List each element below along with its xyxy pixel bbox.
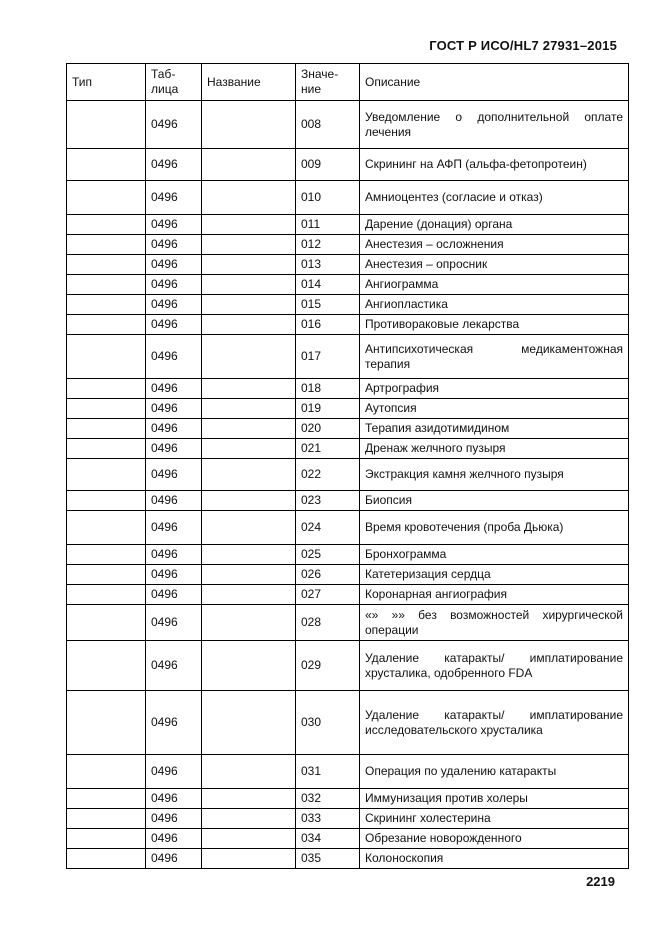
cell-description: Терапия азидотимидином bbox=[360, 419, 629, 439]
cell-value: 010 bbox=[296, 181, 360, 215]
cell-value: 018 bbox=[296, 379, 360, 399]
cell-type bbox=[67, 215, 146, 235]
table-row bbox=[67, 439, 629, 459]
cell-name bbox=[202, 829, 296, 849]
cell-type bbox=[67, 275, 146, 295]
cell-type bbox=[67, 605, 146, 641]
cell-table: 0496 bbox=[146, 545, 202, 565]
cell-value: 021 bbox=[296, 439, 360, 459]
cell-table: 0496 bbox=[146, 691, 202, 755]
table-row bbox=[67, 545, 629, 565]
cell-description: Антипсихотическая медикаментожная терапия bbox=[360, 335, 629, 379]
cell-table: 0496 bbox=[146, 215, 202, 235]
cell-type bbox=[67, 641, 146, 691]
page-number: 2219 bbox=[586, 874, 615, 889]
cell-description: Анестезия – опросник bbox=[360, 255, 629, 275]
cell-table: 0496 bbox=[146, 849, 202, 869]
cell-name bbox=[202, 149, 296, 181]
table-row bbox=[67, 235, 629, 255]
column-header-description: Описание bbox=[360, 64, 629, 101]
cell-type bbox=[67, 295, 146, 315]
cell-value: 011 bbox=[296, 215, 360, 235]
cell-type bbox=[67, 809, 146, 829]
cell-table: 0496 bbox=[146, 295, 202, 315]
cell-value: 029 bbox=[296, 641, 360, 691]
cell-name bbox=[202, 545, 296, 565]
cell-type bbox=[67, 545, 146, 565]
table-row bbox=[67, 335, 629, 379]
cell-name bbox=[202, 641, 296, 691]
cell-value: 035 bbox=[296, 849, 360, 869]
cell-table: 0496 bbox=[146, 101, 202, 149]
table-row bbox=[67, 849, 629, 869]
cell-description: Колоноскопия bbox=[360, 849, 629, 869]
cell-type bbox=[67, 335, 146, 379]
cell-value: 012 bbox=[296, 235, 360, 255]
cell-type bbox=[67, 789, 146, 809]
table-row bbox=[67, 315, 629, 335]
table-row bbox=[67, 829, 629, 849]
table-row bbox=[67, 809, 629, 829]
cell-value: 034 bbox=[296, 829, 360, 849]
cell-description: Анестезия – осложнения bbox=[360, 235, 629, 255]
cell-table: 0496 bbox=[146, 379, 202, 399]
table-row bbox=[67, 149, 629, 181]
cell-description: Катетеризация сердца bbox=[360, 565, 629, 585]
cell-value: 014 bbox=[296, 275, 360, 295]
cell-name bbox=[202, 491, 296, 511]
cell-description: Артрография bbox=[360, 379, 629, 399]
table-row bbox=[67, 691, 629, 755]
table-row bbox=[67, 419, 629, 439]
cell-name bbox=[202, 585, 296, 605]
cell-type bbox=[67, 459, 146, 491]
cell-description: Операция по удалению катаракты bbox=[360, 755, 629, 789]
cell-description: Скрининг на АФП (альфа-фетопротеин) bbox=[360, 149, 629, 181]
cell-name bbox=[202, 691, 296, 755]
cell-type bbox=[67, 255, 146, 275]
cell-description: Иммунизация против холеры bbox=[360, 789, 629, 809]
cell-name bbox=[202, 809, 296, 829]
cell-type bbox=[67, 315, 146, 335]
cell-description: Коронарная ангиография bbox=[360, 585, 629, 605]
cell-table: 0496 bbox=[146, 275, 202, 295]
document-header: ГОСТ Р ИСО/HL7 27931–2015 bbox=[429, 38, 617, 53]
cell-type bbox=[67, 829, 146, 849]
cell-description: Ангиограмма bbox=[360, 275, 629, 295]
table-row bbox=[67, 101, 629, 149]
cell-value: 017 bbox=[296, 335, 360, 379]
table-row bbox=[67, 585, 629, 605]
cell-value: 009 bbox=[296, 149, 360, 181]
cell-table: 0496 bbox=[146, 755, 202, 789]
cell-type bbox=[67, 565, 146, 585]
column-header-name: Название bbox=[202, 64, 296, 101]
table-row bbox=[67, 215, 629, 235]
table-header-row bbox=[67, 64, 629, 101]
table-row bbox=[67, 755, 629, 789]
cell-type bbox=[67, 235, 146, 255]
cell-table: 0496 bbox=[146, 605, 202, 641]
cell-description: Время кровотечения (проба Дьюка) bbox=[360, 511, 629, 545]
cell-value: 013 bbox=[296, 255, 360, 275]
cell-table: 0496 bbox=[146, 511, 202, 545]
table-row bbox=[67, 511, 629, 545]
cell-table: 0496 bbox=[146, 565, 202, 585]
cell-table: 0496 bbox=[146, 789, 202, 809]
table-row bbox=[67, 255, 629, 275]
cell-name bbox=[202, 255, 296, 275]
cell-name bbox=[202, 295, 296, 315]
table-row bbox=[67, 605, 629, 641]
table-row bbox=[67, 295, 629, 315]
cell-name bbox=[202, 399, 296, 419]
cell-name bbox=[202, 605, 296, 641]
cell-name bbox=[202, 379, 296, 399]
cell-value: 015 bbox=[296, 295, 360, 315]
cell-type bbox=[67, 181, 146, 215]
table-row bbox=[67, 641, 629, 691]
cell-type bbox=[67, 585, 146, 605]
cell-value: 028 bbox=[296, 605, 360, 641]
cell-value: 008 bbox=[296, 101, 360, 149]
cell-description: Амниоцентез (согласие и отказ) bbox=[360, 181, 629, 215]
cell-table: 0496 bbox=[146, 459, 202, 491]
cell-description: Дренаж желчного пузыря bbox=[360, 439, 629, 459]
cell-description: Уведомление о дополнительной оплате лечения bbox=[360, 101, 629, 149]
table-row bbox=[67, 565, 629, 585]
cell-table: 0496 bbox=[146, 439, 202, 459]
cell-name bbox=[202, 565, 296, 585]
cell-name bbox=[202, 511, 296, 545]
cell-name bbox=[202, 849, 296, 869]
cell-name bbox=[202, 419, 296, 439]
table-row bbox=[67, 459, 629, 491]
cell-type bbox=[67, 379, 146, 399]
cell-value: 031 bbox=[296, 755, 360, 789]
cell-name bbox=[202, 215, 296, 235]
cell-type bbox=[67, 101, 146, 149]
cell-type bbox=[67, 149, 146, 181]
cell-table: 0496 bbox=[146, 641, 202, 691]
cell-name bbox=[202, 101, 296, 149]
cell-type bbox=[67, 419, 146, 439]
table-row bbox=[67, 181, 629, 215]
cell-description: Биопсия bbox=[360, 491, 629, 511]
cell-name bbox=[202, 459, 296, 491]
cell-value: 019 bbox=[296, 399, 360, 419]
cell-value: 025 bbox=[296, 545, 360, 565]
cell-value: 022 bbox=[296, 459, 360, 491]
cell-table: 0496 bbox=[146, 315, 202, 335]
cell-description: Удаление катаракты/ имплатирование исследовательского хрусталика bbox=[360, 691, 629, 755]
cell-table: 0496 bbox=[146, 491, 202, 511]
cell-description: Обрезание новорожденного bbox=[360, 829, 629, 849]
cell-type bbox=[67, 691, 146, 755]
cell-type bbox=[67, 439, 146, 459]
cell-value: 023 bbox=[296, 491, 360, 511]
cell-description: Экстракция камня желчного пузыря bbox=[360, 459, 629, 491]
cell-value: 030 bbox=[296, 691, 360, 755]
cell-value: 033 bbox=[296, 809, 360, 829]
column-header-table: Таб- лица bbox=[146, 64, 202, 101]
cell-description: Ангиопластика bbox=[360, 295, 629, 315]
codes-table bbox=[66, 63, 629, 869]
cell-name bbox=[202, 789, 296, 809]
cell-name bbox=[202, 439, 296, 459]
cell-description: Противораковые лекарства bbox=[360, 315, 629, 335]
cell-table: 0496 bbox=[146, 809, 202, 829]
table-row bbox=[67, 379, 629, 399]
cell-value: 020 bbox=[296, 419, 360, 439]
cell-type bbox=[67, 849, 146, 869]
cell-name bbox=[202, 755, 296, 789]
cell-type bbox=[67, 511, 146, 545]
cell-description: Бронхограмма bbox=[360, 545, 629, 565]
cell-description: Скрининг холестерина bbox=[360, 809, 629, 829]
cell-name bbox=[202, 315, 296, 335]
cell-table: 0496 bbox=[146, 399, 202, 419]
cell-table: 0496 bbox=[146, 255, 202, 275]
table-row bbox=[67, 491, 629, 511]
cell-description: Дарение (донация) органа bbox=[360, 215, 629, 235]
cell-description: «» »» без возможностей хирургической операции bbox=[360, 605, 629, 641]
cell-name bbox=[202, 275, 296, 295]
table-row bbox=[67, 275, 629, 295]
cell-description: Аутопсия bbox=[360, 399, 629, 419]
table-row bbox=[67, 399, 629, 419]
cell-value: 016 bbox=[296, 315, 360, 335]
cell-table: 0496 bbox=[146, 419, 202, 439]
table-row bbox=[67, 789, 629, 809]
cell-table: 0496 bbox=[146, 585, 202, 605]
cell-value: 026 bbox=[296, 565, 360, 585]
cell-value: 024 bbox=[296, 511, 360, 545]
cell-type bbox=[67, 755, 146, 789]
cell-table: 0496 bbox=[146, 335, 202, 379]
cell-name bbox=[202, 181, 296, 215]
cell-name bbox=[202, 335, 296, 379]
cell-type bbox=[67, 491, 146, 511]
cell-table: 0496 bbox=[146, 829, 202, 849]
cell-type bbox=[67, 399, 146, 419]
cell-name bbox=[202, 235, 296, 255]
column-header-value: Значе- ние bbox=[296, 64, 360, 101]
cell-table: 0496 bbox=[146, 181, 202, 215]
column-header-type: Тип bbox=[67, 64, 146, 101]
cell-value: 032 bbox=[296, 789, 360, 809]
cell-table: 0496 bbox=[146, 235, 202, 255]
cell-description: Удаление катаракты/ имплатирование хрусталика, одобренного FDA bbox=[360, 641, 629, 691]
cell-value: 027 bbox=[296, 585, 360, 605]
cell-table: 0496 bbox=[146, 149, 202, 181]
